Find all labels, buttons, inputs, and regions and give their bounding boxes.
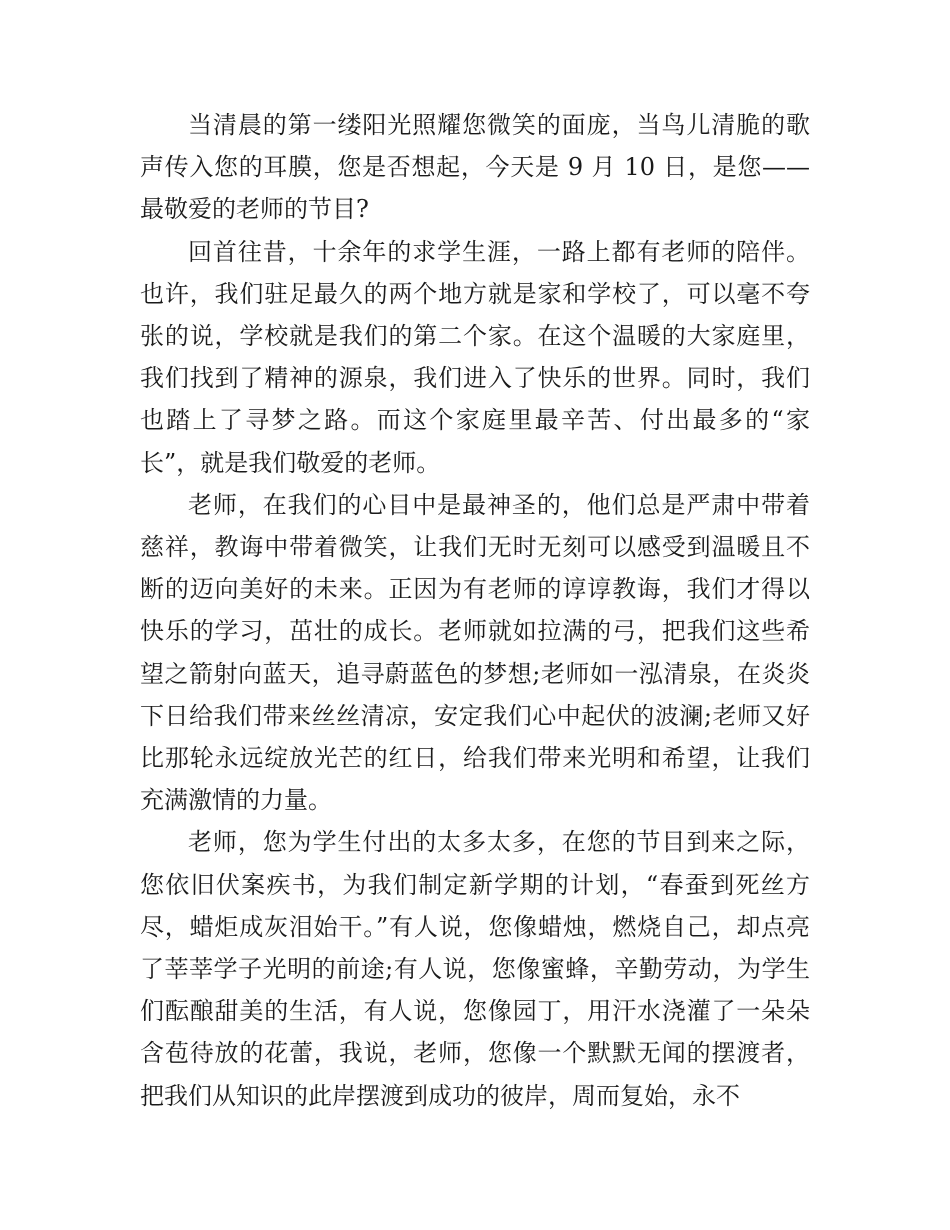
paragraph: 回首往昔，十余年的求学生涯，一路上都有老师的陪伴。也许，我们驻足最久的两个地方就是家和学校了，可以毫不夸张的说，学校就是我们的第二个家。在这个温暖的大家庭里，我们找到了精神的源泉，我们进入了快乐的世界。同时，我们也踏上了寻梦之路。而这个家庭里最辛苦、付出最多的“家长”，就是我们敬爱的老师。: [140, 237, 810, 477]
paragraph: 老师，您为学生付出的太多太多，在您的节目到来之际，您依旧伏案疾书，为我们制定新学期的计划，“春蚕到死丝方尽，蜡炬成灰泪始干。”有人说，您像蜡烛，燃烧自己，却点亮了莘莘学子光明的前途;有人说，您像蜜蜂，辛勤劳动，为学生们酝酿甜美的生活，有人说，您像园丁，用汗水浇灌了一朵朵含苞待放的花蕾，我说，老师，您像一个默默无闻的摆渡者，把我们从知识的此岸摆渡到成功的彼岸，周而复始，永不: [140, 828, 810, 1110]
document-page: [140, 104, 810, 1117]
paragraph: 老师，在我们的心目中是最神圣的，他们总是严肃中带着慈祥，教诲中带着微笑，让我们无时无刻可以感受到温暖且不断的迈向美好的未来。正因为有老师的谆谆教诲，我们才得以快乐的学习，茁壮的成长。老师就如拉满的弓，把我们这些希望之箭射向蓝天，追寻蔚蓝色的梦想;老师如一泓清泉，在炎炎下日给我们带来丝丝清凉，安定我们心中起伏的波澜;老师又好比那轮永远绽放光芒的红日，给我们带来光明和希望，让我们充满激情的力量。: [140, 490, 810, 815]
paragraph: 当清晨的第一缕阳光照耀您微笑的面庞，当鸟儿清脆的歌声传入您的耳膜，您是否想起，今天是 9 月 10 日，是您——最敬爱的老师的节目?: [140, 111, 810, 224]
